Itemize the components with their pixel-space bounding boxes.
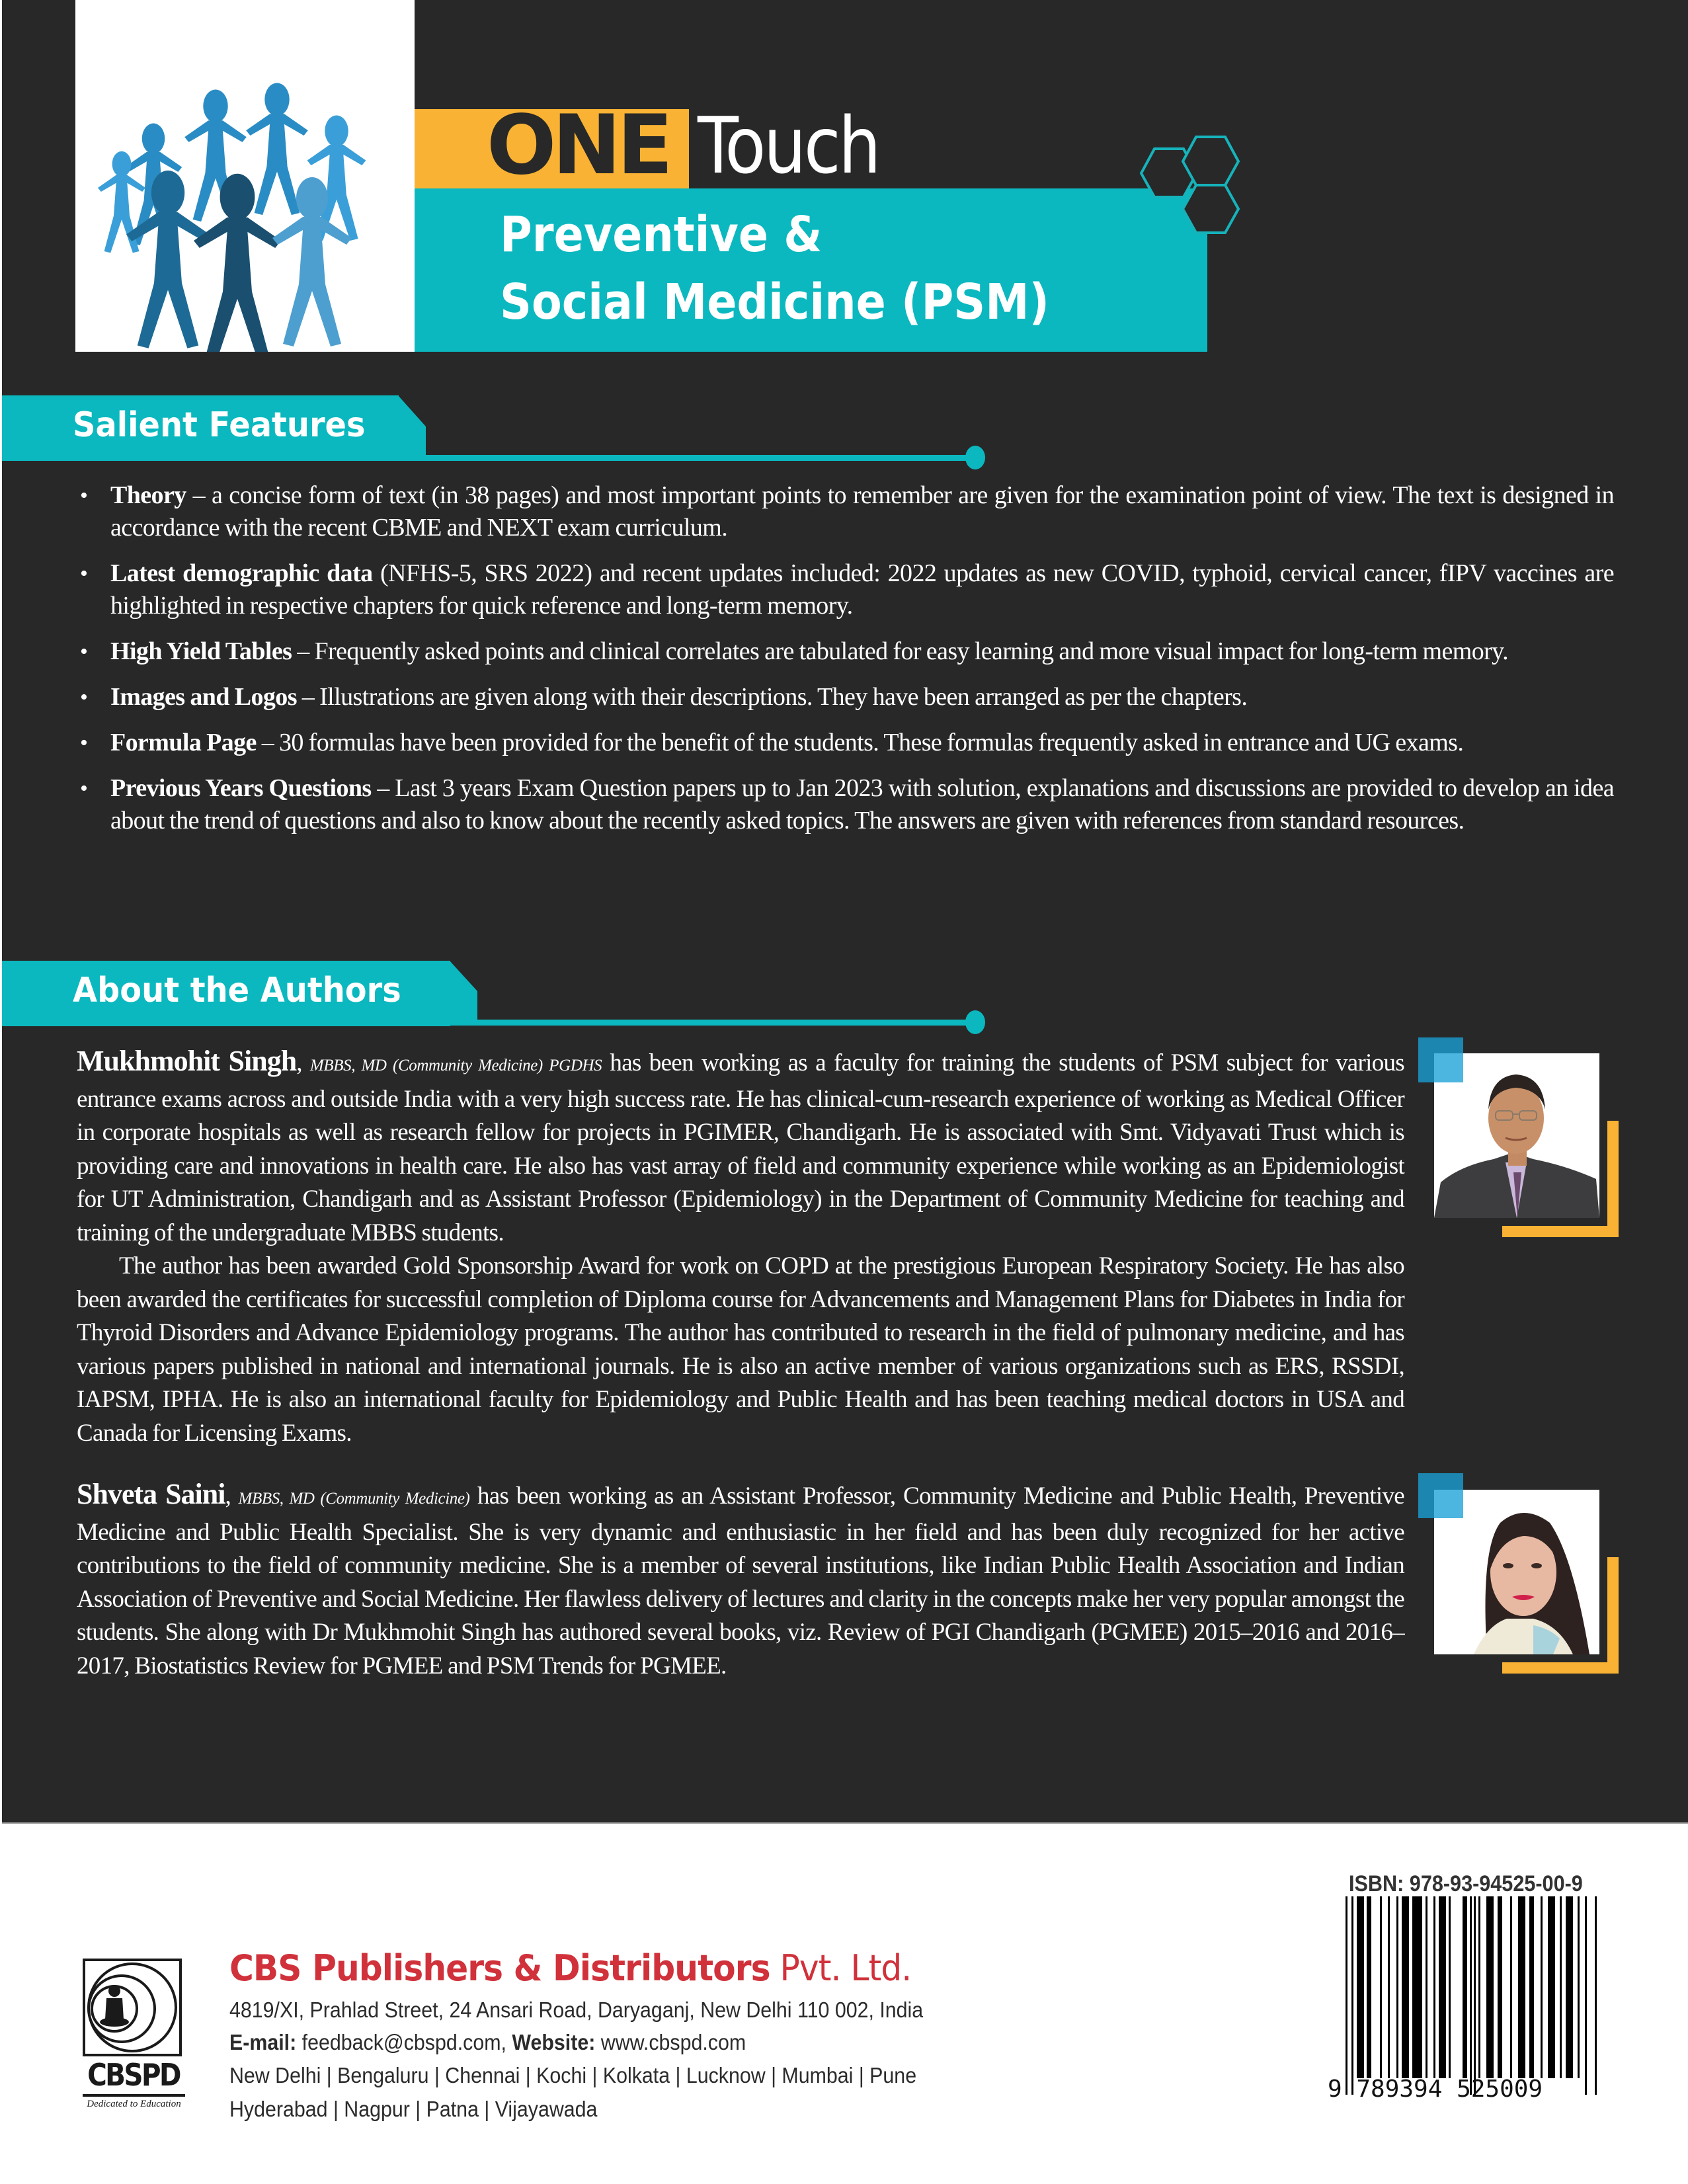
- section-heading-salient-features: Salient Features: [73, 405, 366, 445]
- photo-accent-bracket-horizontal: [1502, 1662, 1619, 1674]
- book-title-line-1: Preventive &: [500, 206, 823, 263]
- author-bio-text: has been working as a faculty for training the students of PSM subject for various entrance exams across and outside India with a very high success rate. He has clinical-cum-research experience of working as Medical Officer in corporate hospitals as well as research fellow for projects in PGIMER, Chandigarh. He is associated with Smt. Vidyavati Trust which is providing care and innovations in health care. He also has vast array of field and community experience while working as an Epidemiologist for UT Administration, Chandigarh and as Assistant Professor (Epidemiology) in the Department of Community Medicine for teaching and training of the undergraduate MBBS students.: [77, 1049, 1404, 1246]
- book-title-line-2: Social Medicine (PSM): [500, 274, 1049, 331]
- author-degrees: MBBS, MD (Community Medicine): [238, 1490, 470, 1508]
- author-bio-shveta-saini: [77, 1478, 1404, 1683]
- email-link[interactable]: feedback@cbspd.com,: [296, 2030, 512, 2054]
- author-bio-text: has been working as an Assistant Professor, Community Medicine and Public Health, Preventive Medicine and Public Health Specialist. She is very dynamic and enthusiastic in her field and has been duly recognized for her active contributions to the field of community medicine. She is a member of several institutions, like Indian Public Health Association and Indian Association of Preventive and Social Medicine. Her flawless delivery of lectures and clarity in the concepts make her very popular amongst the students. She along with Dr Mukhmohit Singh has authored several books, viz. Review of PGI Chandigarh (PGMEE) 2015–2016 and 2016–2017, Biostatistics Review for PGMEE and PSM Trends for PGMEE.: [77, 1482, 1405, 1679]
- feature-text: – Last 3 years Exam Question papers up to Jan 2023 with solution, explanations and discussions are provided to develop an idea about the trend of questions and also to know about the recently asked topics. The answers are given with references from standard resources.: [110, 774, 1614, 834]
- feature-title: Theory: [110, 481, 186, 509]
- author-bio-paragraph: [77, 1045, 1404, 1250]
- salient-features-rule: [2, 455, 974, 461]
- people-chain-icon: [75, 0, 415, 352]
- name-separator: ,: [296, 1049, 310, 1076]
- feature-item: [80, 557, 1614, 622]
- email-label: E-mail:: [229, 2030, 297, 2054]
- publisher-address: 4819/XI, Prahlad Street, 24 Ansari Road, Daryaganj, New Delhi 110 002, India: [229, 1998, 924, 2022]
- bullet-icon: •: [80, 685, 88, 709]
- photo-accent-square: [1418, 1037, 1463, 1082]
- feature-item: [80, 635, 1614, 668]
- author-bio-paragraph: The author has been awarded Gold Sponsorship Award for work on COPD at the prestigious European Respiratory Society. He has also been awarded the certificates for successful completion of Diploma course for Advancements and Management Plans for Diabetes in India for Thyroid Disorders and Advance Epidemiology programs. The author has contributed to research in the field of pulmonary medicine, and has various papers published in national and international journals. He is also an active member of various organizations such as ERS, RSSDI, IAPSM, IPHA. He is also an international faculty for Epidemiology and Public Health and has been teaching medical doctors in USA and Canada for Licensing Exams.: [77, 1252, 1404, 1447]
- tab-slant-shape: [448, 961, 479, 1025]
- feature-item: [80, 727, 1614, 759]
- about-authors-rule: [2, 1020, 974, 1026]
- bullet-icon: •: [80, 731, 88, 755]
- barcode-digits: 9 789394 525009: [1328, 2076, 1543, 2103]
- bullet-icon: •: [80, 483, 88, 508]
- feature-title: High Yield Tables: [110, 637, 292, 665]
- photo-accent-bracket-horizontal: [1502, 1226, 1619, 1237]
- publisher-name: [229, 1945, 911, 1992]
- author-bio-mukhmohit-singh: [77, 1045, 1404, 1450]
- features-list: [80, 479, 1614, 850]
- publisher-contact: [229, 2029, 746, 2056]
- publisher-logo-emblem: [83, 1959, 182, 2056]
- feature-text: (NFHS-5, SRS 2022) and recent updates included: 2022 updates as new COVID, typhoid, cervical cancer, fIPV vaccines are highlighted in respective chapters for quick reference and long-term memory.: [110, 559, 1615, 620]
- author-degrees: MBBS, MD (Community Medicine) PGDHS: [309, 1057, 602, 1074]
- tab-slant-shape: [397, 395, 427, 461]
- publisher-name-suffix: Pvt. Ltd.: [770, 1947, 912, 1989]
- photo-accent-bracket-vertical: [1607, 1557, 1619, 1674]
- feature-text: – Illustrations are given along with their descriptions. They have been arranged as per the chapters.: [296, 683, 1248, 711]
- publisher-cities-line-2: Hyderabad | Nagpur | Patna | Vijayawada: [229, 2097, 598, 2121]
- section-heading-about-authors: About the Authors: [73, 971, 401, 1010]
- feature-text: – a concise form of text (in 38 pages) and most important points to remember are given for the examination point of view. The text is designed in accordance with the recent CBME and NEXT exam curriculum.: [110, 481, 1614, 542]
- bullet-icon: •: [80, 561, 88, 586]
- publisher-tagline: Dedicated to Education: [87, 2099, 181, 2109]
- author-name: Shveta Saini: [77, 1478, 225, 1510]
- website-label: Website:: [512, 2030, 596, 2054]
- feature-item: [80, 772, 1614, 837]
- logo-divider: [83, 2094, 185, 2097]
- photo-accent-square: [1418, 1473, 1463, 1518]
- cover-illustration-people-circle: [75, 0, 415, 352]
- feature-title: Images and Logos: [110, 683, 297, 711]
- feature-text: – Frequently asked points and clinical correlates are tabulated for easy learning and more visual impact for long-term memory.: [292, 637, 1508, 665]
- publisher-name-bold: CBS Publishers & Distributors: [229, 1947, 770, 1989]
- series-name-bold: ONE: [487, 98, 669, 193]
- author-name: Mukhmohit Singh: [77, 1045, 297, 1077]
- website-link[interactable]: www.cbspd.com: [595, 2030, 746, 2054]
- barcode-icon: [1346, 1896, 1598, 2095]
- feature-item: [80, 681, 1614, 713]
- hexagon-cluster-icon: [1124, 126, 1256, 245]
- rule-end-dot-icon: [965, 1010, 985, 1034]
- feature-text: – 30 formulas have been provided for the benefit of the students. These formulas frequently asked in entrance and UG exams.: [256, 729, 1464, 756]
- name-separator: ,: [225, 1482, 239, 1510]
- publisher-cities-line-1: New Delhi | Bengaluru | Chennai | Kochi | Kolkata | Lucknow | Mumbai | Pune: [229, 2063, 917, 2087]
- isbn-label: ISBN: 978-93-94525-00-9: [1349, 1871, 1583, 1896]
- rule-end-dot-icon: [965, 446, 985, 469]
- feature-title: Previous Years Questions: [110, 774, 372, 802]
- feature-title: Formula Page: [110, 729, 257, 756]
- feature-title: Latest demographic data: [110, 559, 373, 587]
- feature-item: [80, 479, 1614, 544]
- series-name-light: Touch: [698, 100, 879, 191]
- bullet-icon: •: [80, 776, 88, 801]
- bullet-icon: •: [80, 639, 88, 664]
- publisher-logo-text: CBSPD: [87, 2057, 180, 2093]
- meditating-figure-logo-icon: [85, 1961, 179, 2054]
- author-bio-paragraph: [77, 1478, 1404, 1683]
- photo-accent-bracket-vertical: [1607, 1121, 1619, 1237]
